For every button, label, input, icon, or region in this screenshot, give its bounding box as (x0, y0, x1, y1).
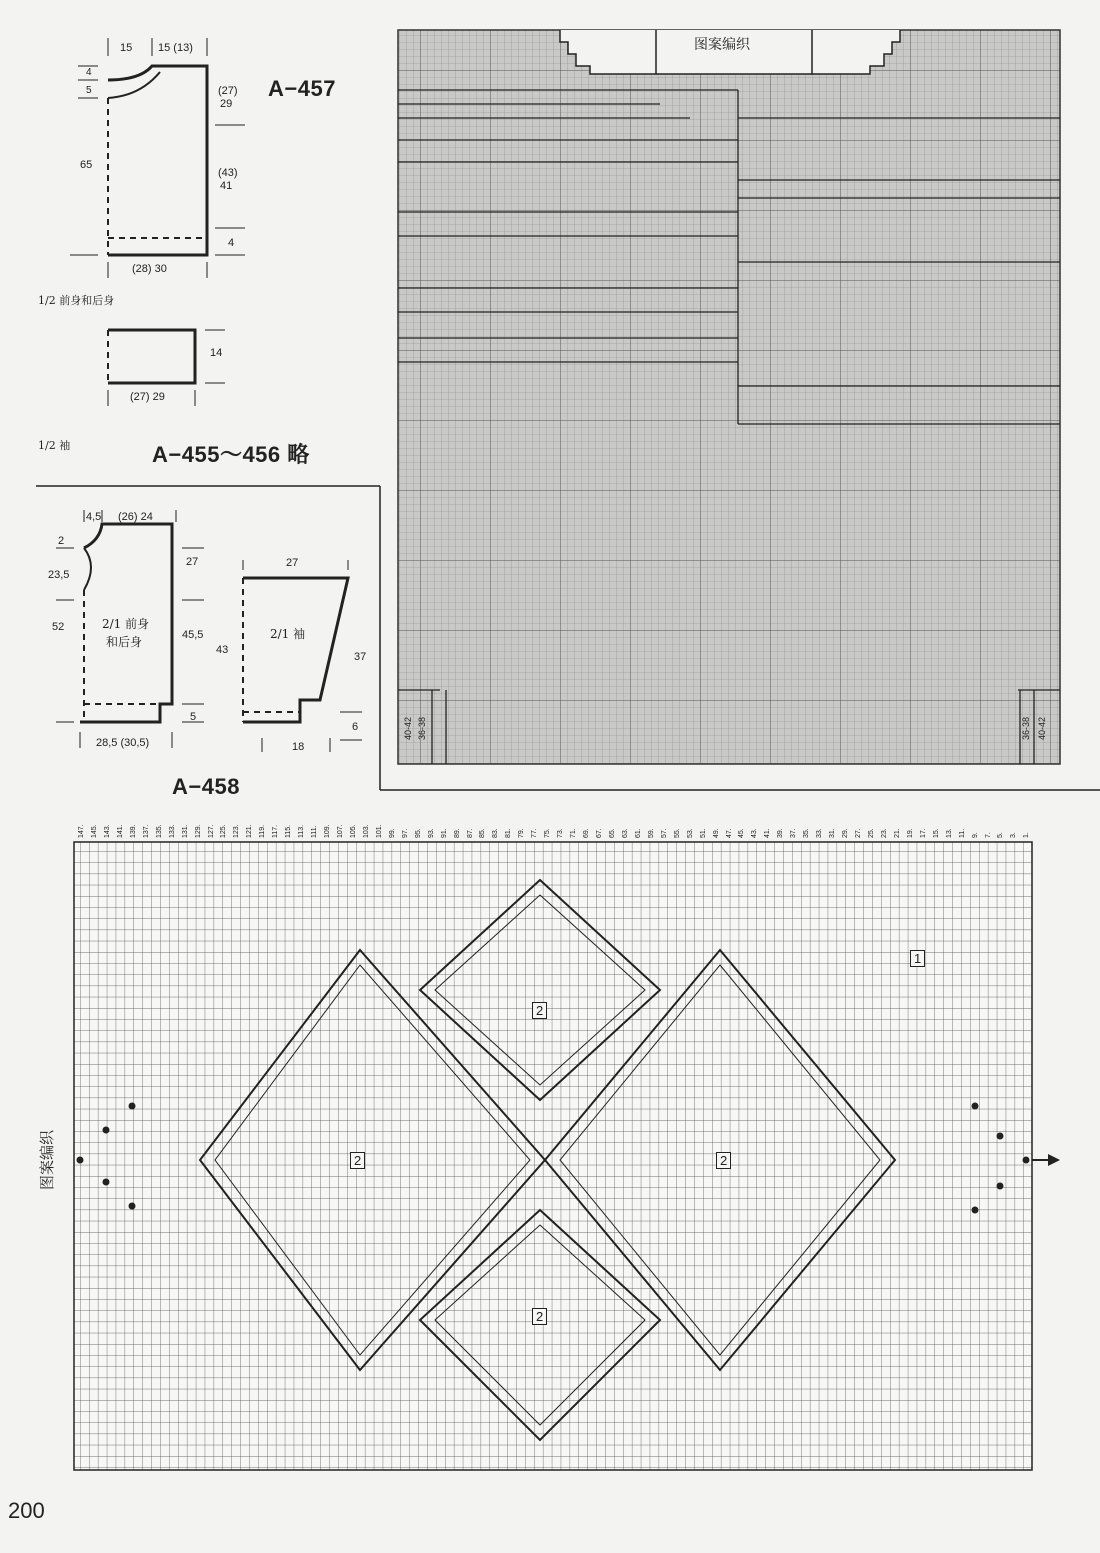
column-number: 147. (78, 824, 85, 838)
bottom-chart-side-title: 图案编织 (38, 1129, 56, 1190)
a458-dim-right-5: 5 (190, 711, 197, 723)
column-number: 137. (142, 824, 150, 838)
column-number: 81. (505, 828, 513, 838)
column-number: 17. (919, 828, 927, 838)
area-label-1: 1 (910, 950, 925, 967)
column-number: 5. (997, 832, 1005, 838)
column-number: 79. (518, 828, 526, 838)
a458-title: A−458 (172, 774, 240, 799)
column-number: 29. (842, 828, 850, 838)
column-number: 135. (155, 824, 163, 838)
column-number: 109. (324, 824, 332, 838)
column-number: 61. (634, 828, 642, 838)
column-number: 33. (816, 828, 824, 838)
column-number: 87. (466, 828, 474, 838)
page-number: 200 (8, 1498, 45, 1523)
a458-dim-top-b: (26) 24 (118, 511, 153, 523)
column-number: 105. (349, 824, 357, 838)
dim-right-4: 4 (228, 237, 235, 249)
a458-dim-left-52: 52 (52, 621, 65, 633)
a458-sleeve-left: 43 (216, 644, 229, 656)
column-number: 67. (596, 828, 603, 838)
column-number: 127. (207, 824, 215, 838)
column-number: 27. (855, 828, 862, 838)
column-number: 83. (492, 828, 500, 838)
sleeve-dim-width: (27) 29 (130, 391, 165, 403)
column-number: 57. (660, 828, 668, 838)
column-number: 75. (544, 828, 552, 838)
column-number: 9. (971, 832, 979, 838)
column-number: 99. (388, 828, 396, 838)
a455-456-title: A−455～456 略 (152, 442, 310, 467)
dim-left-4: 4 (86, 67, 92, 78)
column-number: 47. (725, 828, 733, 838)
column-number: 93. (427, 828, 435, 838)
column-number: 49. (712, 828, 720, 838)
column-number: 97. (401, 828, 409, 838)
column-number: 133. (168, 824, 176, 838)
dim-right-41: 41 (220, 180, 233, 192)
dim-right-29: 29 (220, 98, 233, 110)
a458-sleeve-bottom: 18 (292, 741, 305, 753)
a458-dim-left-2: 2 (58, 535, 65, 547)
column-number: 115. (285, 824, 293, 838)
dim-left-5: 5 (86, 85, 92, 96)
column-number: 23. (880, 828, 888, 838)
column-number: 123. (233, 824, 241, 838)
column-number: 65. (608, 828, 616, 838)
column-number: 141. (116, 824, 124, 838)
a458-sleeve-top: 27 (286, 557, 299, 569)
column-number: 45. (738, 828, 746, 838)
column-number: 107. (337, 824, 344, 838)
a458-dim-bottom: 28,5 (30,5) (96, 737, 150, 749)
column-number: 51. (699, 828, 707, 838)
column-number: 37. (790, 828, 798, 838)
column-number: 103. (362, 824, 370, 838)
column-number: 31. (829, 828, 837, 838)
a458-dim-right-27: 27 (186, 556, 199, 568)
column-number: 69. (583, 828, 591, 838)
motif-label-top: 2 (532, 1002, 547, 1019)
size-left-2: 36-38 (417, 716, 427, 740)
a458-sleeve-right: 37 (354, 651, 367, 663)
column-number: 25. (867, 828, 875, 838)
column-number: 13. (945, 828, 953, 838)
size-right-2: 40-42 (1037, 716, 1047, 740)
column-number: 63. (621, 828, 629, 838)
a457-body-caption: 1/2 前身和后身 (38, 294, 115, 307)
a457-title: A−457 (268, 76, 336, 101)
column-number: 15. (932, 828, 940, 838)
motif-label-left: 2 (350, 1152, 365, 1169)
column-number: 95. (414, 828, 422, 838)
column-number: 77. (531, 828, 539, 838)
column-number: 91. (440, 828, 448, 838)
sleeve-dim-height: 14 (210, 347, 223, 359)
a458-dim-left-23-5: 23,5 (48, 569, 70, 581)
dim-right-43: (43) (218, 167, 238, 179)
dim-right-27: (27) (218, 85, 238, 97)
column-number: 111. (311, 825, 319, 838)
column-number: 3. (1010, 832, 1018, 838)
a458-dim-right-45-5: 45,5 (182, 629, 204, 641)
column-number: 71. (570, 828, 578, 838)
a458-body-label-2: 和后身 (106, 635, 143, 649)
size-left-1: 40-42 (403, 716, 413, 740)
column-number: 19. (906, 828, 914, 838)
column-number: 131. (181, 824, 189, 838)
size-right-1: 36-38 (1021, 716, 1031, 740)
motif-label-bottom: 2 (532, 1308, 547, 1325)
column-number: 119. (259, 824, 267, 838)
column-number: 73. (557, 828, 565, 838)
column-number: 89. (453, 828, 461, 838)
column-number: 117. (272, 824, 280, 838)
column-number: 7. (984, 832, 992, 838)
a457-sleeve-caption: 1/2 袖 (38, 439, 71, 452)
column-number: 145. (90, 824, 98, 838)
a458-sleeve-label: 2/1 袖 (270, 627, 306, 641)
a458-dim-top-a: 4,5 (86, 511, 102, 523)
column-number: 1. (1023, 832, 1031, 838)
column-number: 143. (103, 824, 111, 838)
a458-body-label-1: 2/1 前身 (102, 617, 150, 631)
column-number: 53. (686, 828, 694, 838)
column-number: 41. (764, 828, 772, 838)
dim-bottom: (28) 30 (132, 263, 167, 275)
motif-label-right: 2 (716, 1152, 731, 1169)
top-chart-title: 图案编织 (694, 37, 750, 53)
column-number: 11. (958, 828, 966, 838)
column-number: 39. (777, 828, 785, 838)
column-number: 113. (298, 824, 306, 838)
column-number: 121. (246, 824, 254, 838)
column-number: 21. (893, 828, 901, 838)
a458-sleeve-right-small: 6 (352, 721, 359, 733)
dim-left-65: 65 (80, 159, 93, 171)
column-number: 43. (751, 828, 759, 838)
column-number: 139. (129, 824, 137, 838)
column-number: 59. (647, 828, 655, 838)
column-number: 55. (673, 828, 681, 838)
dim-top-left: 15 (120, 42, 133, 54)
column-number: 129. (194, 824, 202, 838)
column-number: 85. (479, 828, 487, 838)
column-number: 101. (375, 824, 383, 838)
dim-top-right: 15 (13) (158, 42, 193, 54)
column-number: 35. (803, 828, 811, 838)
column-number: 125. (220, 824, 228, 838)
